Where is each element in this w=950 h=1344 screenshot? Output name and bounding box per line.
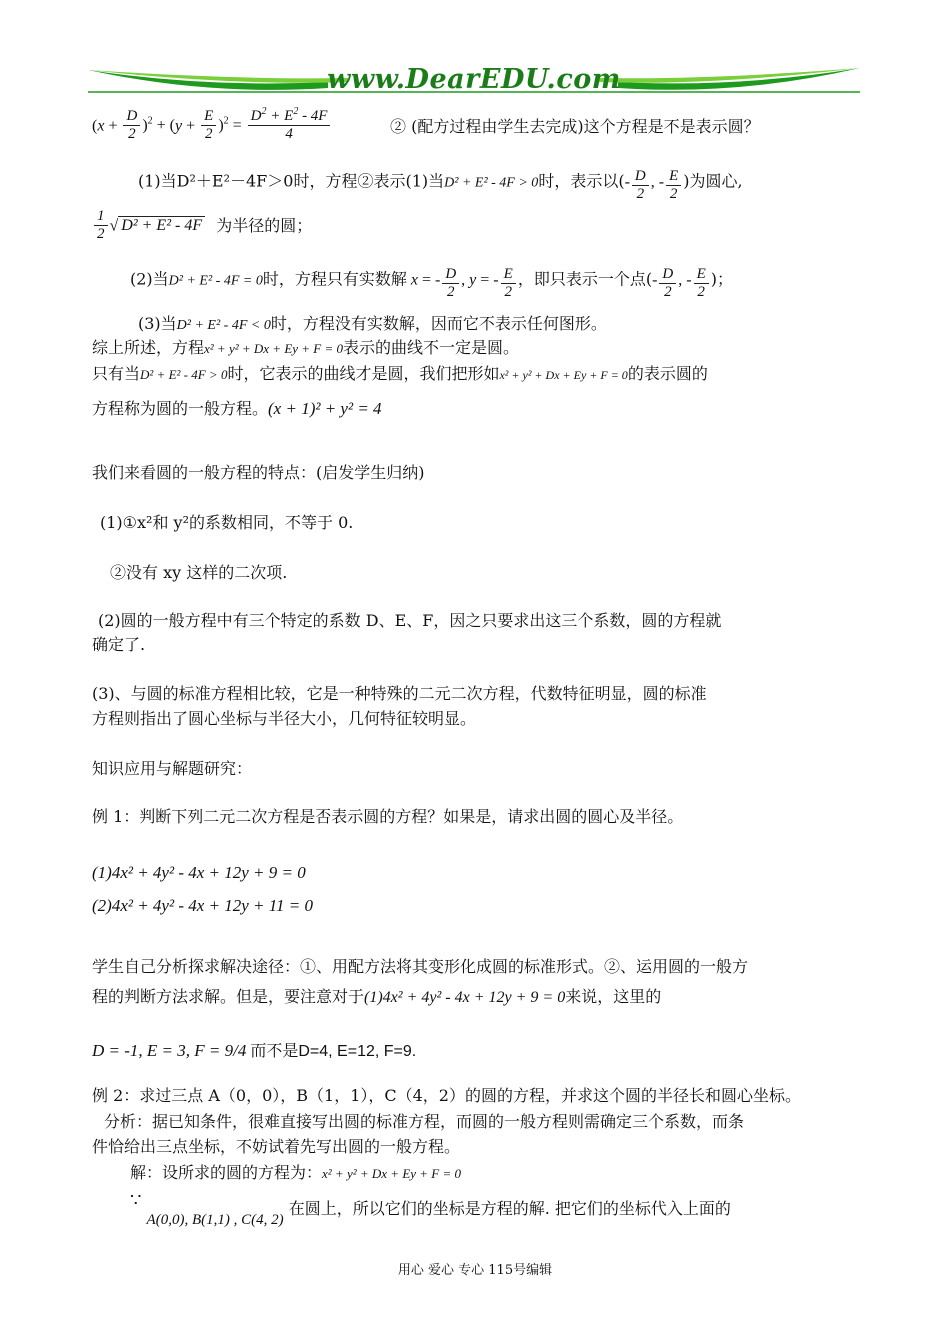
example2-analysis2: 件恰给出三点坐标，不妨试着先写出圆的一般方程。	[92, 1137, 461, 1156]
line1-question: ② (配方过程由学生去完成)这个方程是不是表示圆？	[390, 117, 760, 136]
example1-eq1: (1)4x² + 4y² - 4x + 12y + 9 = 0	[92, 863, 306, 882]
analysis-line1: 学生自己分析探求解决途径：①、用配方法将其变形化成圆的标准形式。②、运用圆的一般方	[92, 957, 749, 976]
header-banner	[88, 58, 860, 102]
feature-1: (1)①x²和 y²的系数相同，不等于 0.	[100, 513, 354, 532]
analysis-line2: 程的判断方法求解。但是，要注意对于(1)4x² + 4y² - 4x + 12y + 9 = 0来说，这里的	[92, 987, 662, 1006]
case2-line: (2)当D² + E² - 4F = 0时，方程只有实数解 x = - $\frac{D}{2}$ , y = - $\frac{E}{2}$ ，即只表示一个点(- $\frac{D}{2}$ , - $\frac{E}{2}$ )；	[130, 266, 733, 301]
feature-2b: 确定了.	[92, 635, 146, 654]
example1-question: 例 1：判断下列二元二次方程是否表示圆的方程？如果是，请求出圆的圆心及半径。	[92, 807, 684, 826]
features-intro: 我们来看圆的一般方程的特点：(启发学生归纳)	[92, 463, 425, 482]
feature-1b: ②没有 xy 这样的二次项.	[110, 563, 288, 582]
example2-question: 例 2：求过三点 A（0，0），B（1，1），C（4，2）的圆的方程，并求这个圆的半径长和圆心坐标。	[92, 1086, 801, 1105]
case1-radius: $\frac{1}{2}$ √ D² + E² - 4F 为半径的圆；	[92, 208, 312, 244]
summary-line3: 方程称为圆的一般方程。(x + 1)² + y² = 4	[92, 399, 382, 418]
feature-3b: 方程则指出了圆心坐标与半径大小，几何特征较明显。	[92, 709, 477, 728]
example2-analysis1: 分析：据已知条件，很难直接写出圆的标准方程，而圆的一般方程则需确定三个系数，而条	[104, 1112, 745, 1131]
feature-2a: (2)圆的一般方程中有三个特定的系数 D、E、F，因之只要求出这三个系数，圆的方程就	[98, 611, 722, 630]
case1-line: (1)当D²＋E²－4F＞0时，方程②表示(1)当D² + E² - 4F > 0时，表示以(- $\frac{D}{2}$ , - $\frac{E}{2}$ )为圆心,	[138, 168, 743, 203]
application-title: 知识应用与解题研究：	[92, 759, 253, 778]
because-symbol: ∵	[130, 1190, 142, 1210]
feature-3a: (3)、与圆的标准方程相比较，它是一种特殊的二元二次方程，代数特征明显，圆的标准	[92, 684, 707, 703]
page-footer: 用心 爱心 专心 115号编辑	[397, 1263, 553, 1278]
case3-line: (3)当D² + E² - 4F < 0时，方程没有实数解，因而它不表示任何图形。	[138, 314, 607, 333]
coefficients-line: D = -1, E = 3, F = 9/4 而不是D=4, E=12, F=9.	[92, 1041, 417, 1060]
site-logo: www.DearEDU.com	[327, 64, 621, 95]
summary-line2: 只有当D² + E² - 4F > 0时，它表示的曲线才是圆，我们把形如x² + y² + Dx + Ey + F = 0的表示圆的	[92, 364, 708, 383]
completed-square-equation: (x + $\frac{D}{2}$ )$^2$ + (y + $\frac{E}{2}$ )$^2$ = $\frac{D^2 + E^2 - 4F}{4}$	[92, 108, 332, 144]
summary-line1: 综上所述，方程x² + y² + Dx + Ey + F = 0表示的曲线不一定是圆。	[92, 338, 520, 357]
solution-points-line: ∵ A(0,0), B(1,1) , C(4, 2) 在圆上，所以它们的坐标是方程的解. 把它们的坐标代入上面的	[130, 1190, 731, 1228]
example1-eq2: (2)4x² + 4y² - 4x + 12y + 11 = 0	[92, 896, 313, 915]
solution-line: 解：设所求的圆的方程为：x² + y² + Dx + Ey + F = 0	[130, 1163, 462, 1182]
